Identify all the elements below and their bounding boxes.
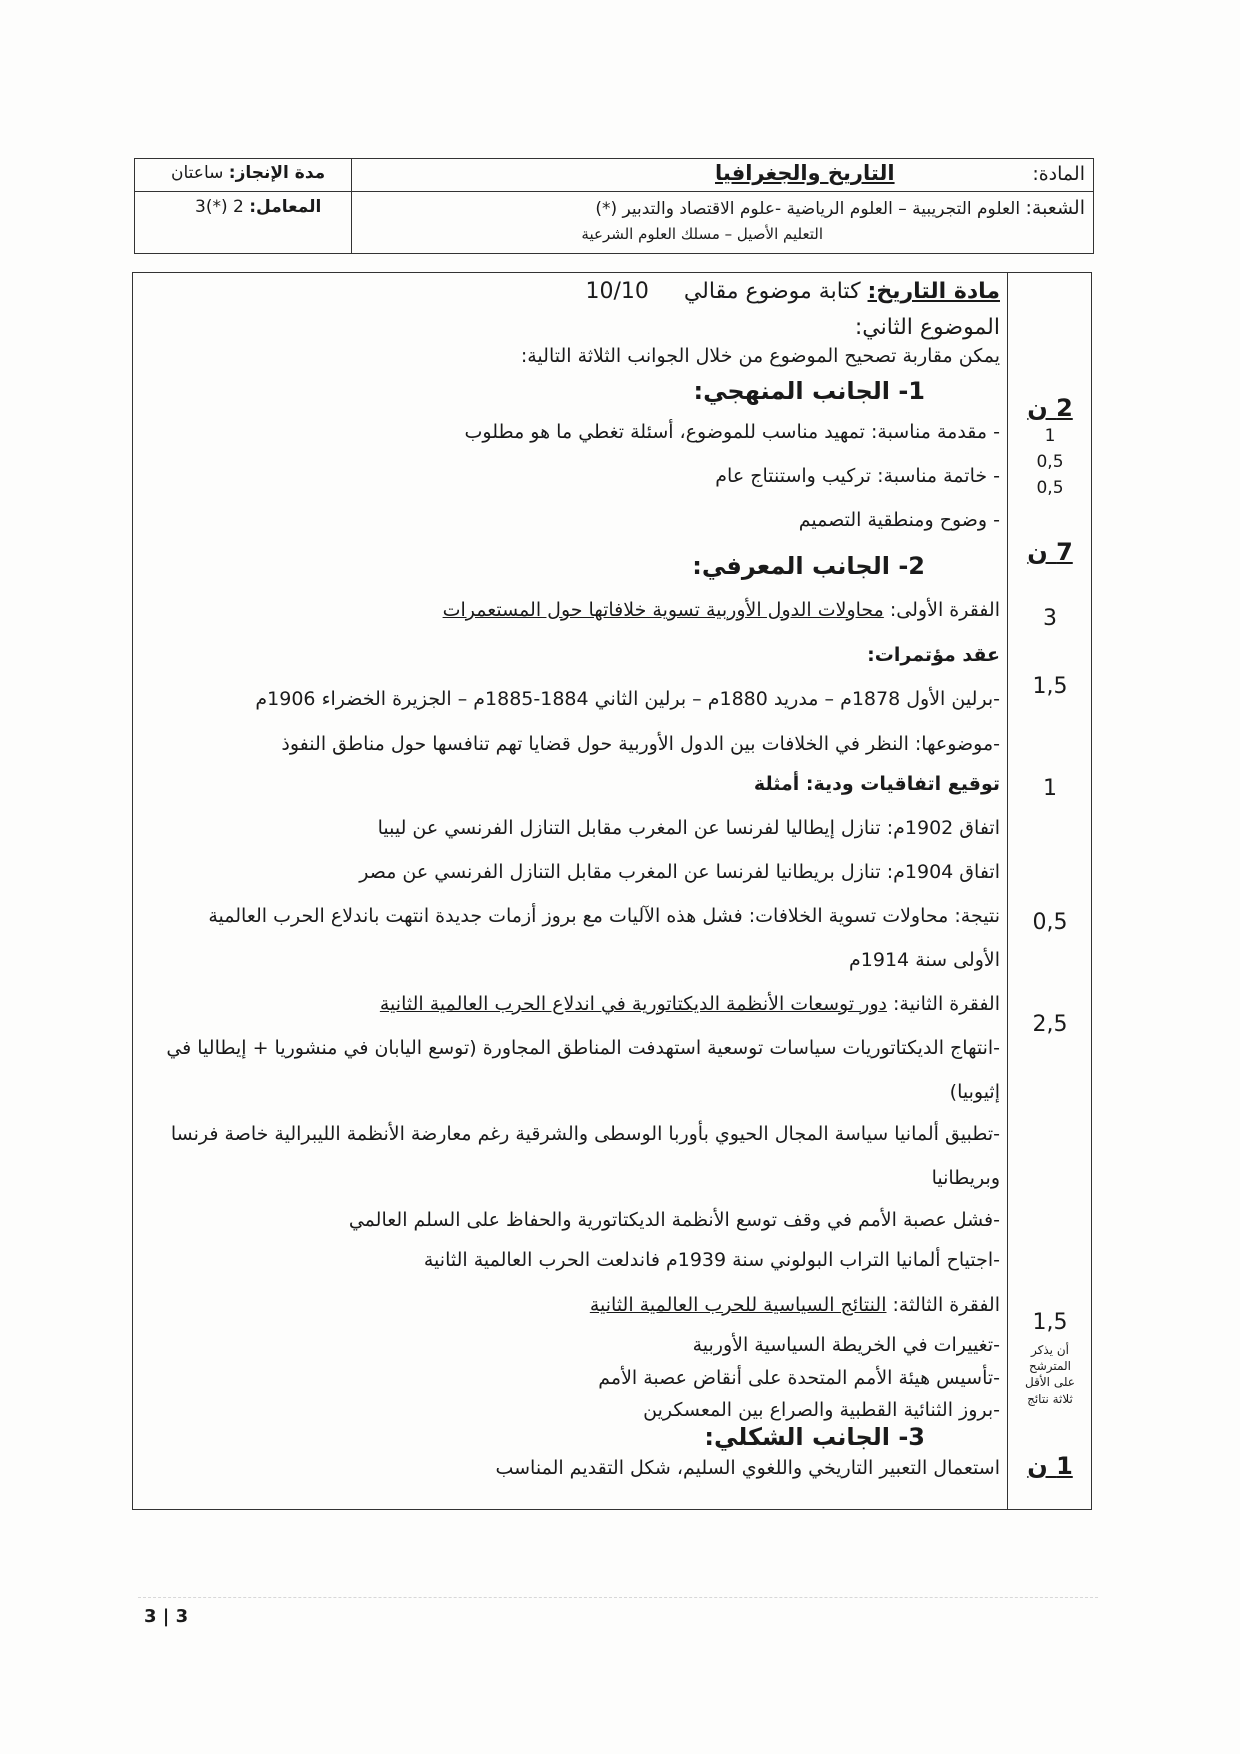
paragraph-3-label: الفقرة الثالثة: (892, 1294, 1000, 1316)
branch (595, 197, 1085, 219)
result-line: نتيجة: محاولات تسوية الخلافات: فشل هذه الآليات مع بروز أزمات جديدة انتهت باندلاع الحرب العالمية (208, 905, 1000, 927)
paragraph-3-title: النتائج السياسية للحرب العالمية الثانية (589, 1294, 887, 1316)
subject-label: المادة: (1032, 163, 1085, 185)
score-agreements: 1 (1043, 776, 1057, 801)
section-1-item: - مقدمة مناسبة: تمهيد مناسب للموضوع، أسئلة تغطي ما هو مطلوب (464, 421, 1000, 443)
score-item: 1 (1044, 426, 1056, 446)
score-conferences: 1,5 (1032, 674, 1068, 699)
score-paragraph-3-note (1010, 1342, 1090, 1407)
history-label: مادة التاريخ: (867, 279, 1000, 304)
paragraph-2-point: -تطبيق ألمانيا سياسة المجال الحيوي بأوربا الوسطى والشرقية رغم معارضة الأنظمة الليبرالية خاصة فرنسا (170, 1123, 1000, 1145)
score-paragraph-2: 2,5 (1032, 1012, 1068, 1037)
answer-key-box (132, 272, 1092, 1510)
history-heading (585, 280, 1000, 304)
history-score: 10/10 (585, 279, 649, 304)
paragraph-2-point-continued: وبريطانيا (931, 1167, 1000, 1189)
header-row-divider (135, 191, 1093, 192)
paragraph-3-item: -تأسيس هيئة الأمم المتحدة على أنقاض عصبة الأمم (598, 1367, 1000, 1389)
duration (171, 163, 325, 183)
footer-divider (138, 1597, 1098, 1598)
score-column-divider (1007, 273, 1008, 1509)
score-paragraph-3: 1,5 (1032, 1310, 1068, 1335)
coefficient (195, 197, 321, 217)
paragraph-3-item: -تغييرات في الخريطة السياسية الأوربية (692, 1334, 1000, 1356)
section-3-title: 3- الجانب الشكلي: (704, 1423, 925, 1451)
note-line: المترشح (1029, 1359, 1071, 1374)
score-item: 0,5 (1036, 452, 1064, 472)
exam-header-table (134, 158, 1094, 254)
conferences-line: -برلين الأول 1878م – مدريد 1880م – برلين الثاني 1884-1885م – الجزيرة الخضراء 1906م (255, 688, 1000, 710)
score-section-2: 7 ن (1027, 538, 1073, 566)
topic-label: الموضوع الثاني: (854, 315, 1000, 340)
coefficient-label: المعامل: (249, 197, 322, 217)
paragraph-2-point: -اجتياح ألمانيا التراب البولوني سنة 1939م فاندلعت الحرب العالمية الثانية (423, 1249, 1000, 1271)
duration-label: مدة الإنجاز: (228, 163, 326, 183)
paragraph-1-heading (443, 600, 1000, 621)
intro-text: يمكن مقاربة تصحيح الموضوع من خلال الجوانب الثلاثة التالية: (520, 345, 1000, 367)
branch-value: العلوم التجريبية – العلوم الرياضية -علوم الاقتصاد والتدبير (*) (595, 199, 1021, 219)
paragraph-2-label: الفقرة الثانية: (893, 993, 1000, 1015)
paragraph-3-heading (590, 1295, 1000, 1316)
result-line-continued: الأولى سنة 1914م (849, 949, 1000, 971)
paragraph-2-point: -فشل عصبة الأمم في وقف توسع الأنظمة الديكتاتورية والحفاظ على السلم العالمي (348, 1209, 1000, 1231)
agreement-1902: اتفاق 1902م: تنازل إيطاليا لفرنسا عن المغرب مقابل التنازل الفرنسي عن ليبيا (377, 817, 1000, 839)
score-paragraph-1: 3 (1043, 606, 1057, 631)
score-section-1: 2 ن (1027, 394, 1073, 422)
conferences-heading: عقد مؤتمرات: (867, 644, 1000, 666)
note-line: ثلاثة نتائج (1027, 1391, 1073, 1406)
section-1-title: 1- الجانب المنهجي: (693, 377, 925, 405)
conferences-topic: -موضوعها: النظر في الخلافات بين الدول الأوربية حول قضايا تهم تنافسها حول مناطق النفوذ (281, 733, 1000, 755)
agreements-heading: توقيع اتفاقيات ودية: أمثلة (753, 773, 1000, 795)
paragraph-3-item: -بروز الثنائية القطبية والصراع بين المعسكرين (643, 1399, 1000, 1421)
section-1-item: - خاتمة مناسبة: تركيب واستنتاج عام (715, 465, 1000, 487)
history-title: كتابة موضوع مقالي (683, 279, 861, 304)
paragraph-1-title: محاولات الدول الأوربية تسوية خلافاتها حول المستعمرات (442, 599, 884, 621)
note-line: أن يذكر (1031, 1343, 1069, 1357)
paragraph-2-title: دور توسعات الأنظمة الديكتاتورية في اندلاع الحرب العالمية الثانية (379, 993, 887, 1015)
duration-value: ساعتان (171, 163, 224, 183)
branch-value-secondary: التعليم الأصيل – مسلك العلوم الشرعية (581, 225, 823, 243)
paragraph-2-point: -انتهاج الديكتاتوريات سياسات توسعية استهدفت المناطق المجاورة (توسع اليابان في منشوريا + إيطاليا في (166, 1037, 1000, 1059)
branch-label: الشعبة: (1025, 197, 1085, 219)
page-number: 3 | 3 (144, 1606, 189, 1627)
paragraph-2-heading (380, 994, 1000, 1015)
coefficient-value: 2 (*)3 (195, 197, 244, 217)
header-column-divider (351, 159, 352, 253)
section-2-title: 2- الجانب المعرفي: (692, 552, 925, 580)
score-item: 0,5 (1036, 478, 1064, 498)
paragraph-2-point-continued: إثيوبيا) (949, 1081, 1000, 1103)
section-1-item: - وضوح ومنطقية التصميم (798, 509, 1000, 531)
subject-title: التاريخ والجغرافيا (715, 161, 895, 185)
score-section-3: 1 ن (1027, 1452, 1073, 1480)
note-line: على الأقل (1025, 1375, 1075, 1390)
agreement-1904: اتفاق 1904م: تنازل بريطانيا لفرنسا عن المغرب مقابل التنازل الفرنسي عن مصر (359, 861, 1000, 883)
section-3-line: استعمال التعبير التاريخي واللغوي السليم، شكل التقديم المناسب (495, 1457, 1000, 1479)
score-result: 0,5 (1032, 910, 1068, 935)
paragraph-1-label: الفقرة الأولى: (889, 599, 1000, 621)
